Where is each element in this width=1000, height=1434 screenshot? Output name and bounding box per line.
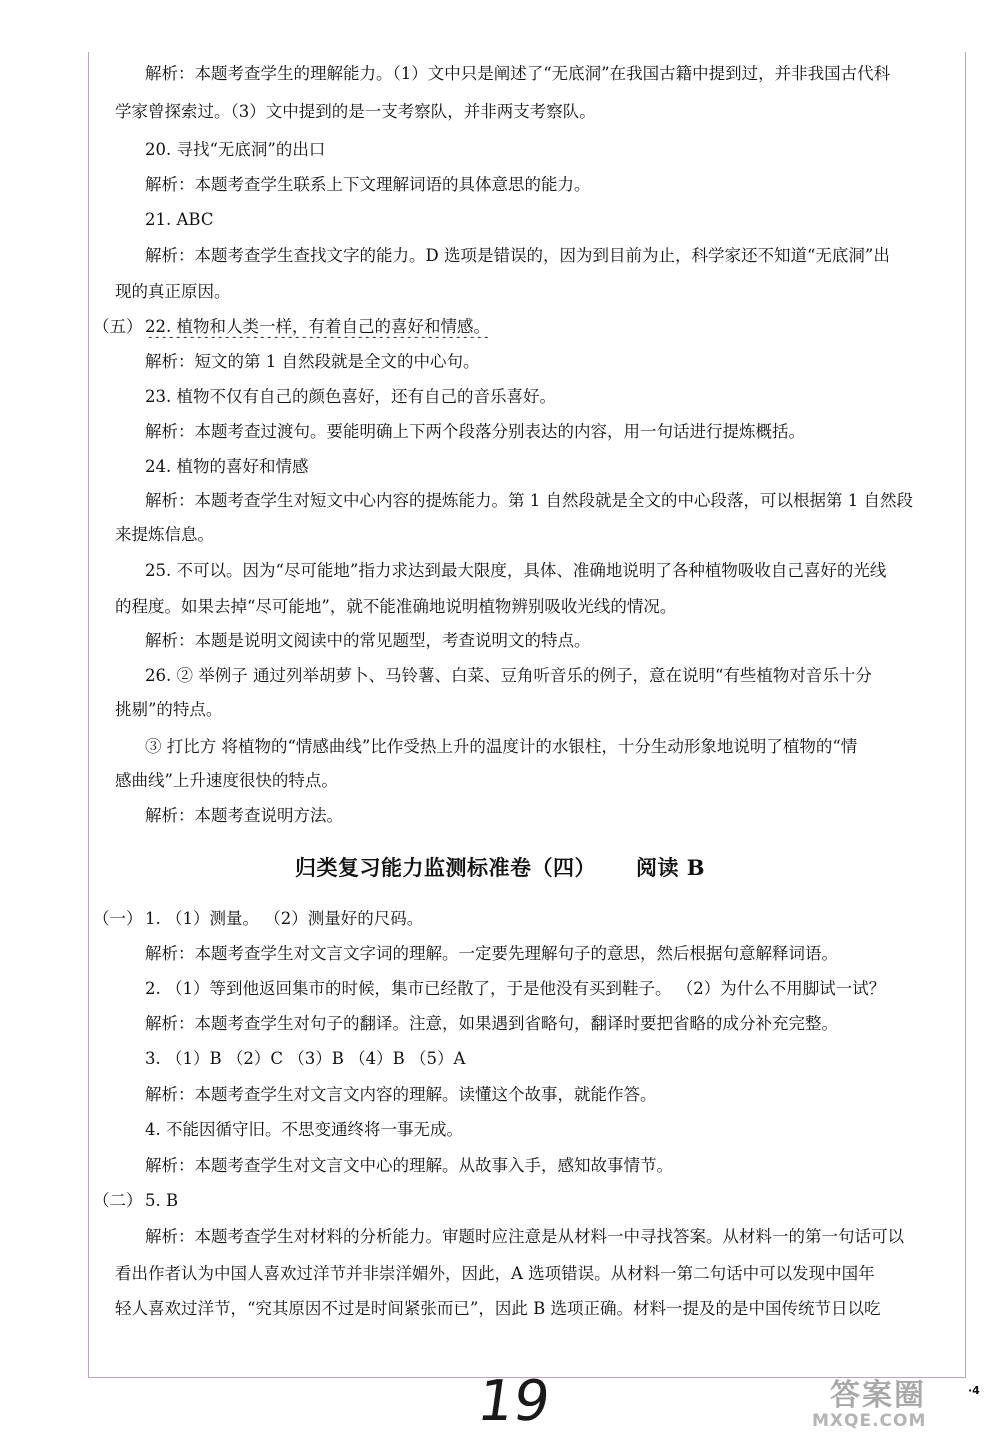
section-marker-er: （二） (93, 1191, 143, 1210)
text-line: 20. 寻找“无底洞”的出口 (145, 140, 326, 159)
text-line: ③ 打比方 将植物的“情感曲线”比作受热上升的温度计的水银柱，十分生动形象地说明了植物的“情 (145, 737, 858, 756)
text-line: 23. 植物不仅有自己的颜色喜好，还有自己的音乐喜好。 (145, 387, 556, 406)
text-line: 学家曾探索过。（3）文中提到的是一支考察队，并非两支考察队。 (115, 102, 596, 121)
text-line: 24. 植物的喜好和情感 (145, 457, 309, 476)
text-line: 解析：本题考查说明方法。 (145, 806, 343, 825)
text-line: 解析：本题考查过渡句。要能明确上下两个段落分别表达的内容，用一句话进行提炼概括。 (145, 422, 805, 441)
section-title-main: 归类复习能力监测标准卷（四） (294, 855, 596, 880)
text-line: 25. 不可以。因为“尽可能地”指力求达到最大限度，具体、准确地说明了各种植物吸收自己喜好的光线 (145, 561, 887, 580)
text-line: 现的真正原因。 (115, 282, 231, 301)
text-line: 解析：本题考查学生查找文字的能力。D 选项是错误的，因为到目前为止，科学家还不知道“无底洞”出 (145, 246, 890, 265)
text-line: 解析：本题考查学生对句子的翻译。注意，如果遇到省略句，翻译时要把省略的成分补充完整。 (145, 1014, 838, 1033)
text-line: 解析：本题考查学生的理解能力。（1）文中只是阐述了“无底洞”在我国古籍中提到过，并非我国古代科 (145, 64, 891, 83)
text-line: 感曲线”上升速度很快的特点。 (115, 771, 338, 790)
section-marker-yi: （一） (93, 909, 143, 928)
text-line: 解析：本题考查学生对材料的分析能力。审题时应注意是从材料一中寻找答案。从材料一的第一句话可以 (145, 1227, 904, 1246)
text-line: 挑剔”的特点。 (115, 700, 223, 719)
text-line: 解析：本题考查学生对文言文字词的理解。一定要先理解句子的意思，然后根据句意解释词语。 (145, 944, 838, 963)
section-title-sub: 阅读 B (635, 855, 706, 880)
wavy-underlined-answer: 22. 植物和人类一样，有着自己的喜好和情感。 (145, 317, 490, 336)
text-line: 看出作者认为中国人喜欢过洋节并非崇洋媚外，因此，A 选项错误。从材料一第二句话中可以发现中国年 (115, 1264, 875, 1283)
text-line: 解析：本题是说明文阅读中的常见题型，考查说明文的特点。 (145, 631, 591, 650)
text-line: 来提炼信息。 (115, 525, 214, 544)
section-marker-wu: （五） (93, 317, 143, 336)
text-line: 26. ② 举例子 通过列举胡萝卜、马铃薯、白菜、豆角听音乐的例子，意在说明“有些植物对音乐十分 (145, 666, 872, 685)
watermark-bottom-text: MXQE.COM (812, 1411, 927, 1431)
text-line: 4. 不能因循守旧。不思变通终将一事无成。 (145, 1120, 463, 1139)
text-line: 解析：本题考查学生联系上下文理解词语的具体意思的能力。 (145, 175, 591, 194)
text-line: 轻人喜欢过洋节，“究其原因不过是时间紧张而已”，因此 B 选项正确。材料一提及的是中国传统节日以吃 (115, 1299, 881, 1318)
page-number: ·4 (968, 1384, 980, 1397)
section-title (0, 854, 1000, 882)
text-line: 解析：本题考查学生对短文中心内容的提炼能力。第 1 自然段就是全文的中心段落，可以根据第 1 自然段 (145, 491, 913, 510)
answer-22 (145, 316, 966, 338)
watermark-top-text: 答案圈 (830, 1378, 926, 1413)
watermark-logo (812, 1378, 992, 1431)
handwritten-page-number: 19 (473, 1369, 554, 1434)
text-line: 3. （1）B （2）C （3）B （4）B （5）A (145, 1049, 466, 1068)
text-line: 21. ABC (145, 210, 214, 229)
text-line: 解析：本题考查学生对文言文中心的理解。从故事入手，感知故事情节。 (145, 1156, 673, 1175)
text-line: 1. （1）测量。 （2）测量好的尺码。 (145, 909, 424, 928)
text-line: 的程度。如果去掉“尽可能地”，就不能准确地说明植物辨别吸收光线的情况。 (115, 597, 677, 616)
text-line: 5. B (145, 1191, 179, 1210)
text-line: 解析：短文的第 1 自然段就是全文的中心句。 (145, 352, 480, 371)
text-line: 2. （1）等到他返回集市的时候，集市已经散了，于是他没有买到鞋子。 （2）为什么不用脚试一试？ (145, 979, 886, 998)
text-line: 解析：本题考查学生对文言文内容的理解。读懂这个故事，就能作答。 (145, 1085, 657, 1104)
